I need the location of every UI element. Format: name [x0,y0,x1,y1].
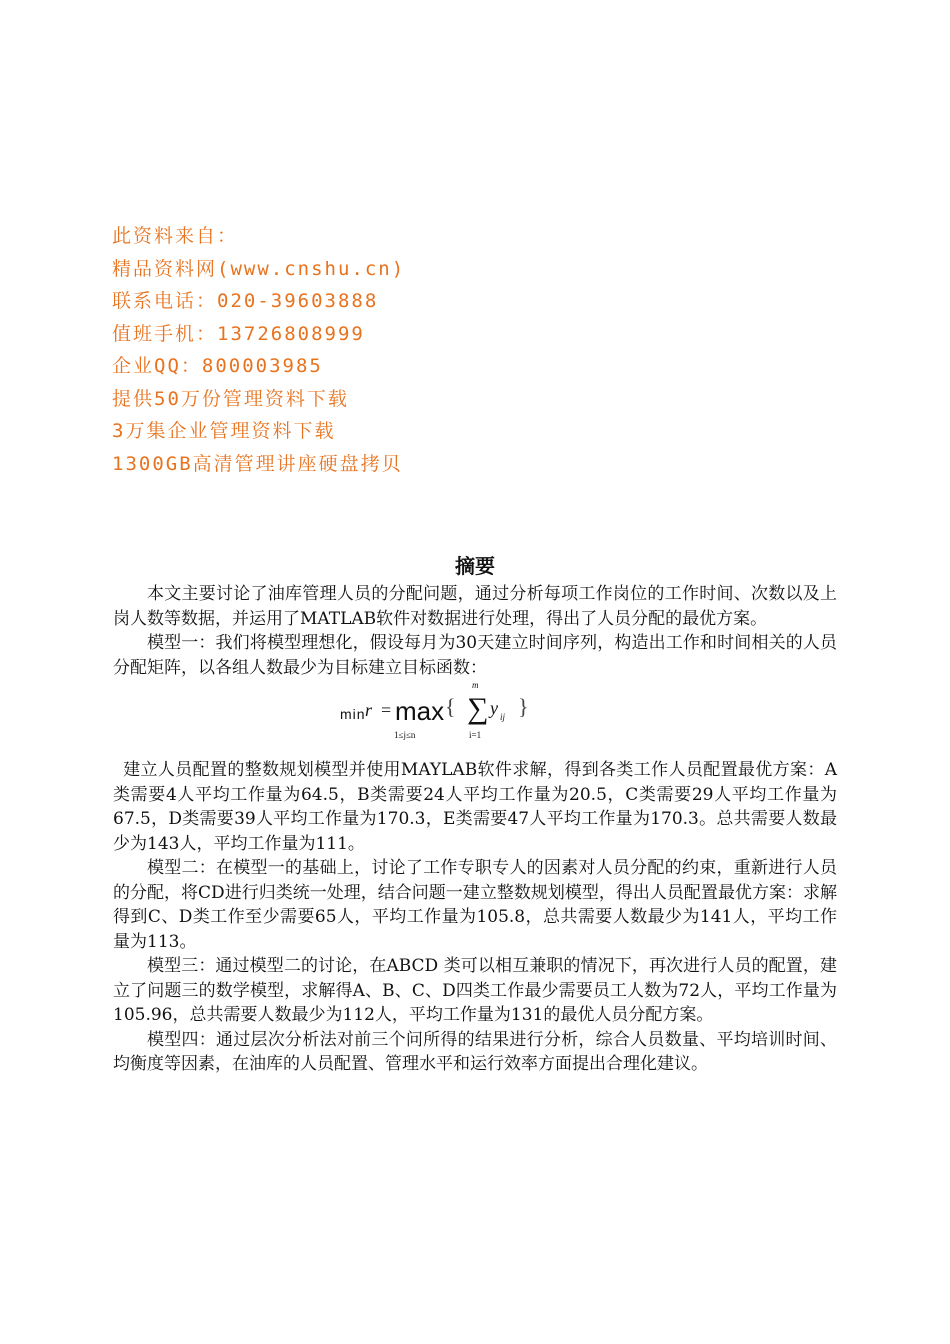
source-line-qq: 企业QQ：800003985 [112,355,323,377]
abstract-paragraph-model1-result: 建立人员配置的整数规划模型并使用MAYLAB软件求解，得到各类工作人员配置最优方案：A类需要4人平均工作量为64.5，B类需要24人平均工作量为20.5，C类需要29人平均工作量为67.5，D类需要39人平均工作量为170.3，E类需要47人平均工作量为170.3。总共需要人数最少为143人，平均工作量为111。 [113,760,837,854]
source-line-website: 精品资料网(www.cnshu.cn) [112,257,406,280]
abstract-section [113,550,837,1077]
source-line-disk: 1300GB高清管理讲座硬盘拷贝 [112,452,403,475]
source-line-phone: 联系电话：020-39603888 [112,290,379,312]
abstract-paragraph-intro: 本文主要讨论了油库管理人员的分配问题，通过分析每项工作岗位的工作时间、次数以及上岗人数等数据，并运用了MATLAB软件对数据进行处理，得出了人员分配的最优方案。 [113,584,837,629]
formula-y: y [490,698,498,718]
formula-sum-sign: ∑ [467,692,489,725]
formula-max: max [395,696,445,726]
formula-min: min [340,706,366,722]
abstract-title: 摘要 [455,554,495,578]
formula-equals: = [381,700,392,720]
formula-max-subscript: 1≤j≤n [394,730,416,740]
formula-sum-upper: m [472,680,479,690]
source-line-videos: 3万集企业管理资料下载 [112,420,336,442]
formula-sum-lower: i=1 [469,730,482,740]
formula-left-brace: { [445,694,456,719]
abstract-paragraph-model1: 模型一：我们将模型理想化，假设每月为30天建立时间序列，构造出工作和时间相关的人员分配矩阵，以各组人数最少为目标建立目标函数： [113,633,837,678]
source-line: 此资料来自： [112,225,239,247]
source-line-offer: 提供50万份管理资料下载 [112,387,349,410]
abstract-paragraph-model4: 模型四：通过层次分析法对前三个问所得的结果进行分析，综合人员数量、平均培训时间、均衡度等因素，在油库的人员配置、管理水平和运行效率方面提出合理化建议。 [113,1029,837,1074]
abstract-paragraph-model3: 模型三：通过模型二的讨论，在ABCD 类可以相互兼职的情况下，再次进行人员的配置，建立了问题三的数学模型，求解得A、B、C、D四类工作最少需要员工人数为72人，平均工作量为105.96，总共需要人数最少为112人，平均工作量为131的最优人员分配方案。 [113,956,837,1025]
formula-y-subscript: ij [500,712,506,722]
abstract-paragraph-model2: 模型二：在模型一的基础上，讨论了工作专职专人的因素对人员分配的约束，重新进行人员的分配，将CD进行归类统一处理，结合问题一建立整数规划模型，得出人员配置最优方案：求解得到C、D类工作至少需要65人，平均工作量为105.8，总共需要人数最少为141人，平均工作量为113。 [113,858,837,952]
source-line-mobile: 值班手机：13726808999 [112,322,365,345]
source-info-block [112,220,405,480]
formula-right-brace: } [518,694,529,719]
formula-r: r [365,700,373,720]
objective-formula [113,680,837,754]
